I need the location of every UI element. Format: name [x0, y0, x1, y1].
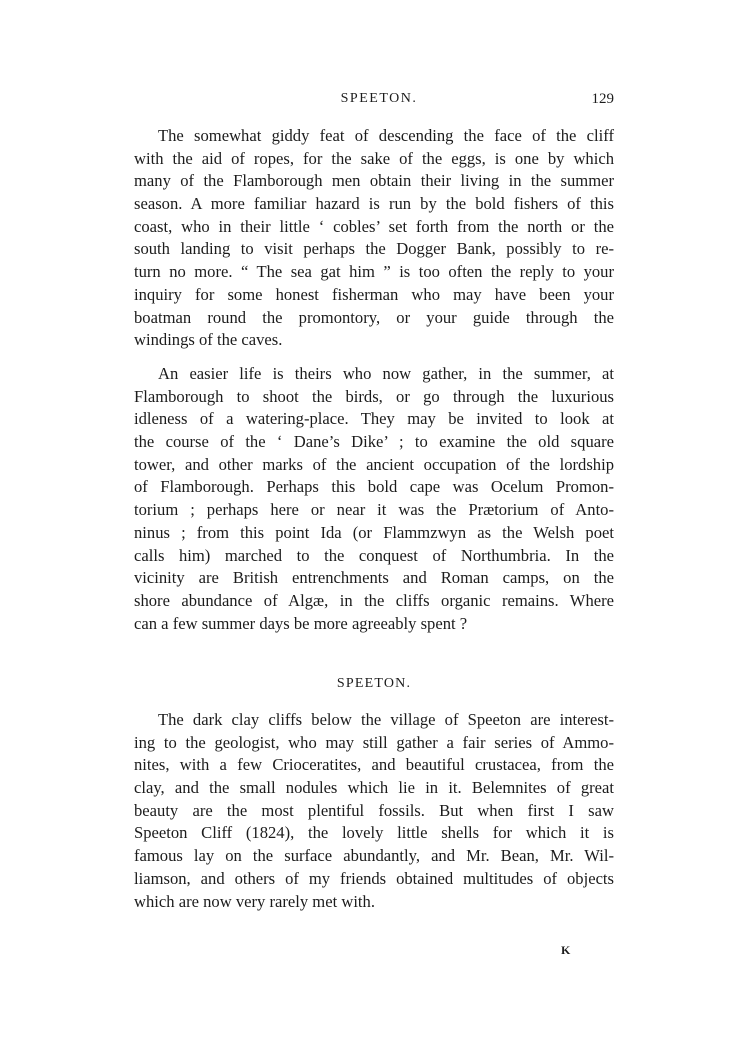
signature-mark: K [561, 943, 571, 957]
text-line: beauty are the most plentiful fossils. But when first I saw [134, 800, 614, 820]
text-line: torium ; perhaps here or near it was the Prætorium of Anto- [134, 500, 614, 520]
section-heading: SPEETON. [336, 676, 412, 691]
text-line: many of the Flamborough men obtain their living in the summer [134, 171, 614, 191]
paragraph-cliff-climbing [134, 125, 614, 352]
text-line: famous lay on the surface abundantly, and Mr. Bean, Mr. Wil- [134, 846, 614, 866]
text-line: ing to the geologist, who may still gather a fair series of Ammo- [134, 732, 614, 752]
text-line: calls him) marched to the conquest of Northumbria. In the [134, 545, 614, 565]
running-title: SPEETON. [340, 91, 418, 106]
text-line: windings of the caves. [134, 330, 283, 350]
running-head [134, 91, 614, 111]
text-line: The dark clay cliffs below the village of Speeton are interest- [158, 710, 614, 729]
text-line: can a few summer days be more agreeably spent ? [134, 613, 468, 633]
text-line: Flamborough to shoot the birds, or go through the luxurious [134, 386, 614, 406]
text-line: of Flamborough. Perhaps this bold cape was Ocelum Promon- [134, 477, 614, 497]
text-line: boatman round the promontory, or your guide through the [134, 307, 614, 327]
text-line: liamson, and others of my friends obtained multitudes of objects [134, 868, 614, 888]
text-line: season. A more familiar hazard is run by the bold fishers of this [134, 194, 614, 214]
text-line: inquiry for some honest fisherman who may have been your [134, 284, 614, 304]
text-line: tower, and other marks of the ancient occupation of the lordship [134, 454, 614, 474]
text-line: The somewhat giddy feat of descending the face of the cliff [158, 126, 614, 145]
text-line: vicinity are British entrenchments and Roman camps, on the [134, 568, 614, 588]
text-line: nites, with a few Crioceratites, and beautiful crustacea, from the [134, 755, 614, 775]
text-line: with the aid of ropes, for the sake of the eggs, is one by which [134, 148, 614, 168]
text-line: Speeton Cliff (1824), the lovely little shells for which it is [134, 823, 614, 843]
text-line: idleness of a watering-place. They may be invited to look at [134, 409, 614, 429]
page-number: 129 [591, 91, 614, 107]
paragraph-flamborough [134, 363, 614, 635]
text-line: ninus ; from this point Ida (or Flammzwyn as the Welsh poet [134, 522, 614, 542]
text-line: turn no more. “ The sea gat him ” is too often the reply to your [134, 262, 614, 282]
paragraph-speeton [134, 709, 614, 913]
text-line: An easier life is theirs who now gather, in the summer, at [158, 364, 614, 383]
text-line: south landing to visit perhaps the Dogger Bank, possibly to re- [134, 239, 614, 259]
text-line: the course of the ‘ Dane’s Dike’ ; to examine the old square [134, 432, 614, 452]
text-line: which are now very rarely met with. [134, 891, 375, 911]
text-line: clay, and the small nodules which lie in it. Belemnites of great [134, 778, 614, 798]
text-line: shore abundance of Algæ, in the cliffs organic remains. Where [134, 590, 614, 610]
text-line: coast, who in their little ‘ cobles’ set forth from the north or the [134, 216, 614, 236]
